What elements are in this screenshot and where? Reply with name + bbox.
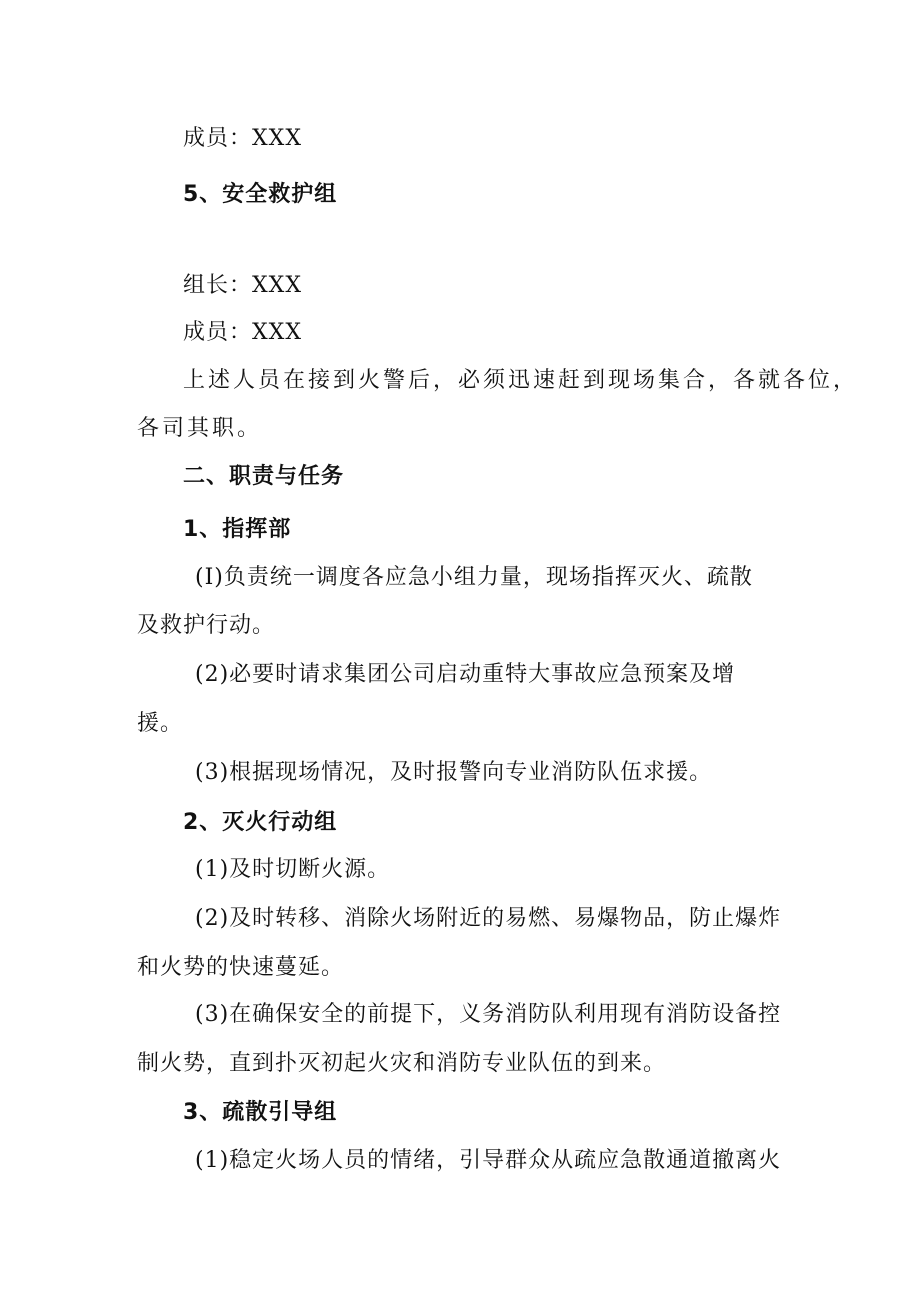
list-item: (I)负责统一调度各应急小组力量，现场指挥灭火、疏散 — [195, 565, 753, 590]
list-item-continuation: 及救护行动。 — [137, 613, 276, 638]
list-item-continuation: 制火势，直到扑灭初起火灾和消防专业队伍的到来。 — [137, 1051, 667, 1076]
list-item-continuation: 和火势的快速蔓延。 — [137, 955, 345, 980]
section-heading-fire-fighting: 2、灭火行动组 — [183, 810, 338, 835]
chapter-heading: 二、职责与任务 — [183, 464, 345, 489]
paragraph-line: 上述人员在接到火警后，必须迅速赶到现场集合，各就各位， — [183, 368, 859, 393]
section-heading-rescue-group: 5、安全救护组 — [183, 182, 338, 207]
section-heading-command: 1、指挥部 — [183, 517, 292, 542]
list-item: (2)及时转移、消除火场附近的易燃、易爆物品，防止爆炸 — [195, 906, 782, 931]
list-item: (2)必要时请求集团公司启动重特大事故应急预案及增 — [195, 662, 736, 687]
member-line: 成员：XXX — [183, 320, 302, 345]
member-line: 成员：XXX — [183, 126, 302, 151]
list-item: (1)稳定火场人员的情绪，引导群众从疏应急散通道撤离火 — [195, 1148, 782, 1173]
list-item-continuation: 援。 — [137, 711, 184, 736]
list-item: (3)根据现场情况，及时报警向专业消防队伍求援。 — [195, 760, 713, 785]
leader-line: 组长：XXX — [183, 273, 302, 298]
list-item: (3)在确保安全的前提下，义务消防队利用现有消防设备控 — [195, 1002, 782, 1027]
list-item: (1)及时切断火源。 — [195, 857, 391, 882]
paragraph-line: 各司其职。 — [137, 416, 263, 441]
section-heading-evacuation: 3、疏散引导组 — [183, 1100, 338, 1125]
